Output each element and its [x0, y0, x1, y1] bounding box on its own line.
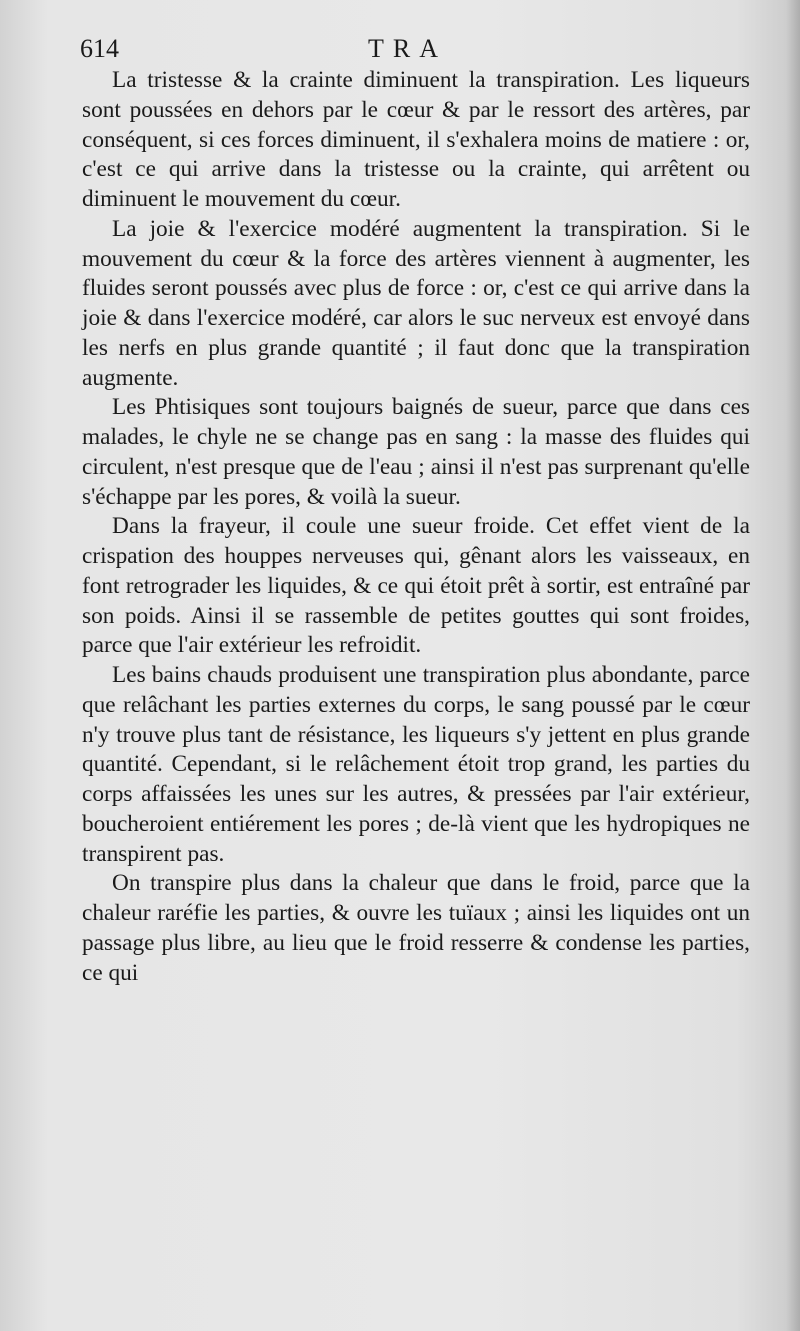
running-head: TRA	[368, 34, 447, 63]
paragraph-frayeur: Dans la frayeur, il coule une sueur froide. Cet effet vient de la crispation des houppes nerveuses qui, gênant alors les vaisseaux, en font retrograder les liquides, & ce qui étoit prêt à sortir, est entraîné par son poids. Ainsi il se rassemble de petites gouttes qui sont froides, parce que l'air extérieur les refroidit.	[82, 513, 750, 659]
paragraph-joie: La joie & l'exercice modéré augmentent la transpiration. Si le mouvement du cœur & la force des artères viennent à augmenter, les fluides seront poussés avec plus de force : or, c'est ce qui arrive dans la joie & dans l'exercice modéré, car alors le suc nerveux est envoyé dans les nerfs en plus grande quantité ; il faut donc que la transpiration augmente.	[82, 215, 750, 391]
paragraph-chaleur: On transpire plus dans la chaleur que dans le froid, parce que la chaleur raréfie les parties, & ouvre les tuïaux ; ainsi les liquides ont un passage plus libre, au lieu que le froid resserre & condense les parties, ce qui	[82, 870, 750, 986]
paragraph-phtisiques: Les Phtisiques sont toujours baignés de sueur, parce que dans ces malades, le chyle ne se change pas en sang : la masse des fluides qui circulent, n'est presque que de l'eau ; ainsi il n'est pas surprenant qu'elle s'échappe par les pores, & voilà la sueur.	[82, 394, 750, 510]
paragraph-bains-chauds: Les bains chauds produisent une transpiration plus abondante, parce que relâchant les parties externes du corps, le sang poussé par le cœur n'y trouve plus tant de résistance, les liqueurs s'y jettent en plus grande quantité. Cependant, si le relâchement étoit trop grand, les parties du corps affaissées les unes sur les autres, & pressées par l'air extérieur, boucheroient entiérement les pores ; de-là vient que les hydropiques ne transpirent pas.	[82, 662, 750, 867]
paragraph-tristesse: La tristesse & la crainte diminuent la transpiration. Les liqueurs sont poussées en dehors par le cœur & par le ressort des artères, par conséquent, si ces forces diminuent, il s'exhalera moins de matiere : or, c'est ce qui arrive dans la tristesse ou la crainte, qui arrêtent ou diminuent le mouvement du cœur.	[82, 67, 750, 212]
page-edge-shadow	[786, 0, 800, 1331]
page-number: 614	[80, 34, 119, 63]
page-header	[78, 30, 750, 66]
body-text	[82, 66, 750, 988]
